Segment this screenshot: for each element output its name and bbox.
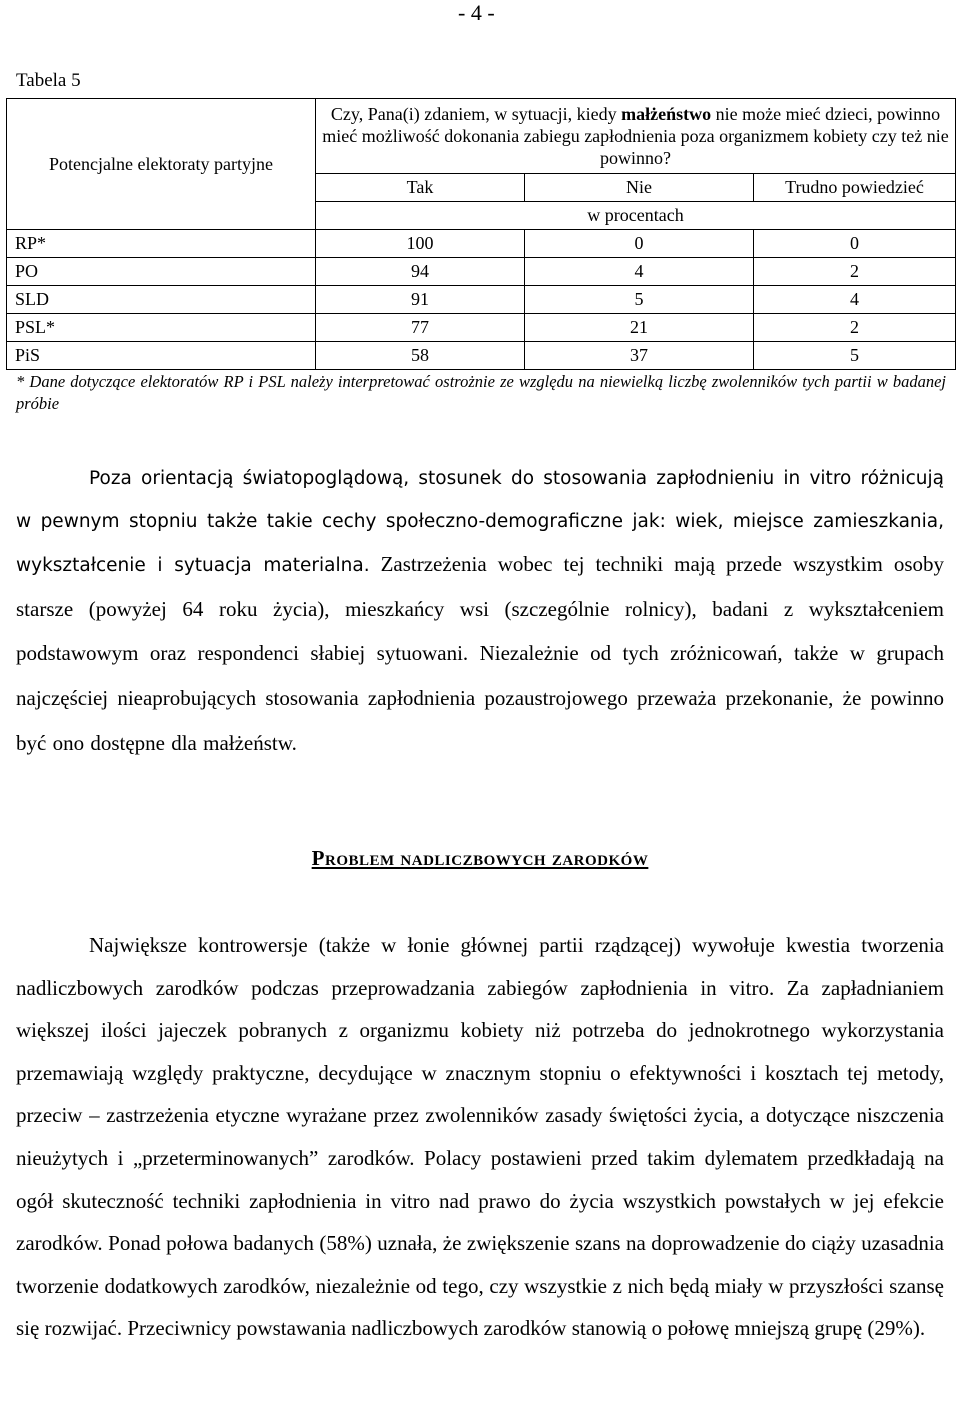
party-cell: RP* [7, 230, 316, 258]
value-cell: 5 [754, 342, 956, 370]
party-cell: SLD [7, 286, 316, 314]
paragraph-2-part-a: Największe kontrowersje (także w łonie głównej partii rządzącej) wywołuje kwestia tworzenia nadliczbowych zarodków podczas przeprowadzania zabiegów zapłodnienia in vitro. [16, 933, 944, 1000]
value-cell: 0 [525, 230, 754, 258]
table-footnote: * Dane dotyczące elektoratów RP i PSL należy interpretować ostrożnie ze względu na niewielką liczbę zwolenników tych partii w badanej próbie [16, 372, 946, 413]
value-cell: 5 [525, 286, 754, 314]
page-number: - 4 - [458, 0, 495, 25]
value-cell: 2 [754, 314, 956, 342]
value-cell: 77 [316, 314, 525, 342]
table-row [7, 342, 956, 370]
value-cell: 2 [754, 258, 956, 286]
value-cell: 94 [316, 258, 525, 286]
paragraph-2-part-b: Za zapładnianiem większej ilości jajeczek pobranych z organizmu kobiety niż potrzeba do jednokrotnego wykorzystania przemawiają względy praktyczne, decydujące w znacznym stopniu o efektywności i kosztach tej metody, przeciw – zastrzeżenia etyczne wyrażane przez zwolenników zasady świętości życia, a dotyczące niszczenia nieużytych i „przeterminowanych” zarodków. [16, 975, 945, 1170]
question-post: nie może mieć dzieci, powinno mieć możliwość dokonania zabiegu zapłodnienia poza organizmem kobiety czy też nie powinno? [322, 104, 949, 168]
party-cell: PO [7, 258, 316, 286]
value-cell: 4 [754, 286, 956, 314]
value-cell: 58 [316, 342, 525, 370]
table-row [7, 258, 956, 286]
table-row [7, 286, 956, 314]
unit-cell: w procentach [316, 202, 956, 230]
table-row [7, 314, 956, 342]
table-header-row [7, 99, 956, 174]
party-cell: PiS [7, 342, 316, 370]
party-cell: PSL* [7, 314, 316, 342]
value-cell: 4 [525, 258, 754, 286]
col-header-tak: Tak [316, 174, 525, 202]
paragraph-1-part-b: Zastrzeżenia wobec tej techniki mają przede wszystkim osoby starsze (powyżej 64 roku życia), mieszkańcy wsi (szczególnie rolnicy), badani z wykształceniem podstawowym oraz respondenci słabiej sytuowani. Niezależnie od tych zróżnicowań, także w grupach najczęściej nieaprobujących stosowania zapłodnienia pozaustrojowego przeważa przekonanie, że powinno być ono dostępne dla małżeństw. [16, 552, 944, 755]
paragraph-1-part-a: Poza orientacją światopoglądową, stosunek do stosowania zapłodnieniu in vitro różnicują w pewnym stopniu także takie cechy społeczno-demograficzne jak: wiek, miejsce zamieszkania, wykształcenie i sytuacja materialna. [16, 468, 944, 577]
question-cell [316, 99, 956, 174]
table-label: Tabela 5 [16, 70, 81, 91]
paragraph-2 [16, 924, 944, 1350]
col-header-trudno: Trudno powiedzieć [754, 174, 956, 202]
section-heading: Problem nadliczbowych zarodków [311, 846, 649, 870]
row-header: Potencjalne elektoraty partyjne [7, 99, 316, 230]
table-row [7, 230, 956, 258]
question-pre: Czy, Pana(i) zdaniem, w sytuacji, kiedy [330, 104, 622, 124]
value-cell: 0 [754, 230, 956, 258]
value-cell: 21 [525, 314, 754, 342]
value-cell: 100 [316, 230, 525, 258]
question-bold: małżeństwo [621, 104, 712, 124]
paragraph-2-part-d: Ponad połowa badanych (58%) uznała, że zwiększenie szans na doprowadzenie do ciąży uzasadnia tworzenie dodatkowych zarodków, niezależnie od tego, czy wszystkie z nich będą miały w przyszłości szansę się rozwijać. [16, 1231, 944, 1341]
paragraph-2-part-c: Polacy postawieni przed takim dylematem przedkładają na ogół skuteczność techniki zapłodnienia in vitro nad prawo do życia wszystkich powstałych w jej efekcie zarodków. [16, 1145, 944, 1256]
paragraph-1 [16, 458, 944, 766]
value-cell: 37 [525, 342, 754, 370]
value-cell: 91 [316, 286, 525, 314]
col-header-nie: Nie [525, 174, 754, 202]
data-table [6, 98, 956, 370]
paragraph-2-part-e: Przeciwnicy powstawania nadliczbowych zarodków stanowią o połowę mniejszą grupę (29%). [122, 1316, 926, 1341]
